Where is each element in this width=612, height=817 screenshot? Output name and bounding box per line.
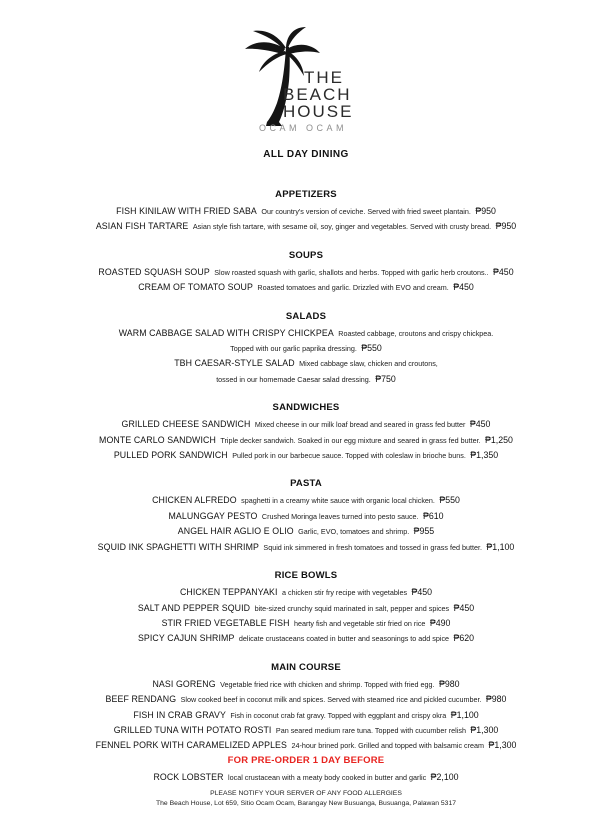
section-soups: [0, 250, 612, 295]
item-name: FISH KINILAW WITH FRIED SABA: [116, 206, 257, 216]
item-name: FENNEL PORK WITH CARAMELIZED APPLES: [95, 740, 287, 751]
item-price: ₱450: [411, 587, 433, 598]
section-heading: SANDWICHES: [272, 402, 340, 414]
item-desc: Fish in coconut crab fat gravy. Topped with eggplant and crispy okra: [230, 710, 447, 720]
section-preorder: [0, 755, 612, 784]
item-price: ₱490: [429, 617, 451, 628]
item-name: CHICKEN ALFREDO: [152, 495, 237, 506]
item-name: ROASTED SQUASH SOUP: [98, 266, 210, 277]
item-price: ₱1,300: [488, 740, 517, 751]
menu-item: [0, 416, 612, 431]
menu-page: [0, 25, 612, 817]
item-name: ANGEL HAIR AGLIO E OLIO: [177, 526, 294, 537]
item-desc: spaghetti in a creamy white sauce with organic local chicken.: [241, 496, 435, 506]
menu-item: [0, 722, 612, 737]
item-desc: Our country's version of ceviche. Served with fried sweet plantain.: [261, 207, 471, 216]
menu-item: [0, 203, 612, 218]
item-price: ₱955: [413, 526, 435, 537]
logo-text-line: THE: [304, 68, 344, 87]
section-heading: SOUPS: [288, 249, 324, 261]
item-desc: hearty fish and vegetable stir fried on rice: [293, 618, 426, 628]
item-desc: Roasted cabbage, croutons and crispy chickpea.: [338, 328, 494, 338]
menu-item: [0, 737, 612, 752]
item-name: WARM CABBAGE SALAD WITH CRISPY CHICKPEA: [118, 327, 334, 338]
menu-item-continued: [0, 340, 612, 355]
item-desc: Asian style fish tartare, with sesame oil, soy, ginger and vegetables. Served with crusty bread.: [192, 222, 492, 232]
item-desc: Slow roasted squash with garlic, shallots and herbs. Topped with garlic herb croutons..: [214, 267, 489, 277]
item-name: GRILLED CHEESE SANDWICH: [121, 419, 251, 430]
menu-item: [0, 492, 612, 507]
menu-item: [0, 630, 612, 645]
item-desc: Vegetable fried rice with chicken and shrimp. Topped with fried egg.: [220, 679, 435, 689]
item-price: ₱450: [453, 602, 475, 613]
item-price: ₱980: [438, 678, 460, 689]
menu-item: [0, 279, 612, 294]
item-price: ₱2,100: [430, 771, 459, 782]
item-desc: Pan seared medium rare tuna. Topped with cucumber relish: [275, 725, 466, 735]
menu-item: [0, 264, 612, 279]
logo-subtitle: OCAM OCAM: [259, 123, 348, 133]
item-desc: local crustacean with a meaty body cooked in butter and garlic: [228, 772, 427, 782]
item-price: ₱950: [475, 206, 496, 216]
item-price: ₱950: [495, 221, 517, 232]
item-desc: Triple decker sandwich. Soaked in our egg mixture and seared in grass fed butter.: [220, 435, 481, 445]
item-price: ₱620: [453, 633, 475, 644]
menu-item: [0, 707, 612, 722]
item-name: SPICY CAJUN SHRIMP: [137, 633, 235, 644]
item-price: ₱1,300: [470, 724, 499, 735]
section-rice-bowls: [0, 570, 612, 646]
item-desc: bite-sized crunchy squid marinated in salt, pepper and spices: [254, 603, 450, 613]
section-salads: [0, 311, 612, 387]
item-desc: 24-hour brined pork. Grilled and topped with balsamic cream: [291, 741, 485, 751]
item-desc: Pulled pork in our barbecue sauce. Topped with coleslaw in brioche buns.: [232, 451, 466, 461]
item-name: CHICKEN TEPPANYAKI: [179, 587, 278, 598]
item-price: ₱450: [469, 419, 491, 430]
item-name: TBH CAESAR-STYLE SALAD: [174, 358, 295, 369]
item-price: ₱750: [375, 373, 396, 384]
section-appetizers: [0, 189, 612, 234]
menu-item: [0, 676, 612, 691]
footer: [0, 789, 612, 809]
address-line: The Beach House, Lot 659, Sitio Ocam Ocam, Barangay New Busuanga, Busuanga, Palawan 5317: [156, 800, 456, 807]
menu-item: [0, 432, 612, 447]
menu-item: [0, 218, 612, 233]
item-desc: Crushed Moringa leaves turned into pesto sauce.: [261, 511, 419, 521]
item-price: ₱1,100: [486, 541, 515, 552]
item-name: GRILLED TUNA WITH POTATO ROSTI: [113, 724, 272, 735]
item-price: ₱1,100: [450, 709, 479, 720]
item-price: ₱550: [439, 495, 460, 506]
section-heading: MAIN COURSE: [271, 661, 341, 673]
menu-item-continued: [0, 371, 612, 386]
logo-text-line: BEACH: [283, 85, 352, 104]
menu-item: [0, 584, 612, 599]
item-price: ₱550: [361, 343, 382, 354]
item-desc: Mixed cheese in our milk loaf bread and seared in grass fed butter: [254, 420, 466, 430]
item-name: CREAM OF TOMATO SOUP: [138, 282, 253, 293]
menu-item: [0, 523, 612, 538]
item-name: ROCK LOBSTER: [153, 771, 224, 782]
item-price: ₱980: [485, 694, 507, 705]
section-heading-preorder: FOR PRE-ORDER 1 DAY BEFORE: [227, 754, 385, 766]
section-sandwiches: [0, 402, 612, 462]
restaurant-logo: [226, 25, 386, 137]
menu-item: [0, 355, 612, 370]
allergy-note: PLEASE NOTIFY YOUR SERVER OF ANY FOOD ALLERGIES: [210, 790, 402, 797]
item-desc: Mixed cabbage slaw, chicken and croutons,: [299, 359, 438, 369]
menu-item: [0, 508, 612, 523]
item-desc: Garlic, EVO, tomatoes and shrimp.: [298, 527, 410, 537]
item-name: SQUID INK SPAGHETTI WITH SHRIMP: [97, 541, 259, 552]
item-name: MONTE CARLO SANDWICH: [99, 434, 216, 445]
item-desc: Topped with our garlic paprika dressing.: [230, 344, 357, 354]
item-desc: Squid ink simmered in fresh tomatoes and tossed in grass fed butter.: [263, 542, 482, 552]
menu-item: [0, 325, 612, 340]
item-desc: Roasted tomatoes and garlic. Drizzled with EVO and cream.: [257, 283, 449, 293]
menu-item: [0, 615, 612, 630]
section-pasta: [0, 478, 612, 554]
item-price: ₱610: [423, 510, 444, 521]
menu-item: [0, 447, 612, 462]
item-name: ASIAN FISH TARTARE: [95, 221, 189, 232]
item-desc: delicate crustaceans coated in butter and seasonings to add spice: [238, 634, 450, 644]
item-name: FISH IN CRAB GRAVY: [133, 709, 226, 720]
item-name: BEEF RENDANG: [105, 694, 177, 705]
item-desc: tossed in our homemade Caesar salad dressing.: [216, 374, 371, 384]
item-desc: Slow cooked beef in coconut milk and spices. Served with steamed rice and pickled cucumber.: [180, 695, 482, 705]
item-price: ₱1,350: [470, 450, 499, 461]
section-heading: APPETIZERS: [275, 189, 337, 200]
section-heading: RICE BOWLS: [274, 570, 338, 582]
item-name: NASI GORENG: [152, 678, 216, 689]
section-main-course: [0, 662, 612, 753]
logo-text-line: HOUSE: [283, 102, 354, 121]
item-price: ₱450: [493, 266, 514, 277]
item-price: ₱1,250: [485, 434, 513, 445]
page-title: ALL DAY DINING: [263, 149, 349, 160]
section-heading: SALADS: [285, 310, 327, 322]
menu-item: [0, 600, 612, 615]
item-price: ₱450: [453, 282, 474, 293]
item-name: STIR FRIED VEGETABLE FISH: [161, 617, 290, 628]
menu-item: [0, 539, 612, 554]
item-name: SALT AND PEPPER SQUID: [137, 602, 251, 613]
item-name: MALUNGGAY PESTO: [168, 510, 258, 521]
menu-item: [0, 691, 612, 706]
menu-item: [0, 769, 612, 784]
section-heading: PASTA: [290, 478, 322, 490]
item-name: PULLED PORK SANDWICH: [113, 450, 228, 461]
item-desc: a chicken stir fry recipe with vegetables: [282, 588, 408, 598]
